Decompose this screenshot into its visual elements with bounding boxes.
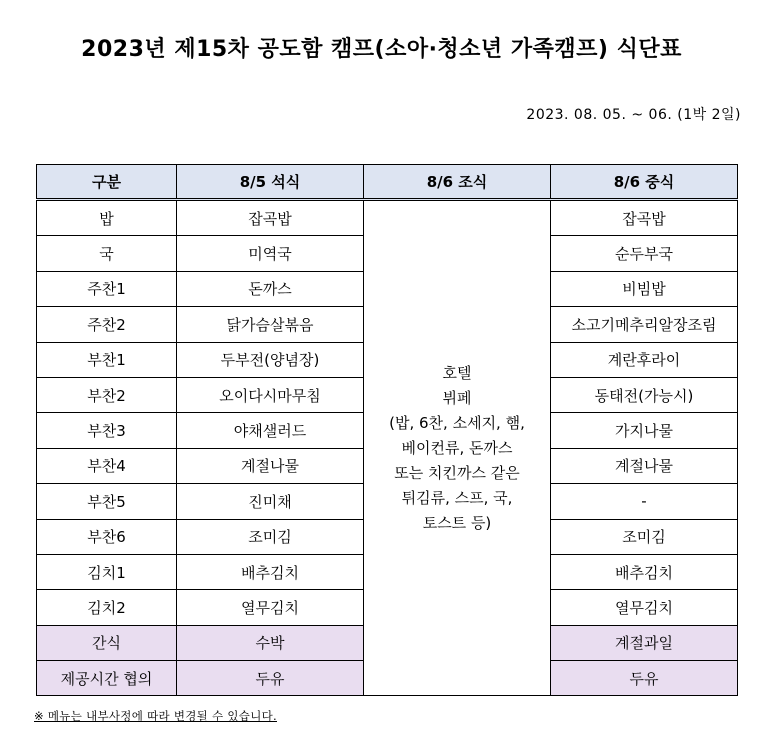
dinner-cell: 배추김치 <box>177 554 364 589</box>
dinner-cell: 닭가슴살볶음 <box>177 307 364 342</box>
dinner-cell: 야채샐러드 <box>177 413 364 448</box>
category-cell: 국 <box>37 236 177 271</box>
header-category: 구분 <box>37 165 177 200</box>
category-cell: 부찬2 <box>37 377 177 412</box>
breakfast-buffet-cell <box>364 200 551 696</box>
category-cell: 부찬1 <box>37 342 177 377</box>
lunch-cell: 조미김 <box>551 519 738 554</box>
breakfast-line: 베이컨류, 돈까스 <box>401 438 513 457</box>
category-cell: 부찬4 <box>37 448 177 483</box>
lunch-cell: 비빔밥 <box>551 271 738 306</box>
category-cell: 부찬5 <box>37 484 177 519</box>
breakfast-line: 뷔페 <box>442 388 472 407</box>
lunch-cell: - <box>551 484 738 519</box>
lunch-cell: 계절과일 <box>551 625 738 660</box>
header-row <box>37 165 738 200</box>
header-lunch-0806: 8/6 중식 <box>551 165 738 200</box>
dinner-cell: 열무김치 <box>177 590 364 625</box>
breakfast-line: 호텔 <box>442 363 472 382</box>
breakfast-line: 토스트 등) <box>422 513 492 532</box>
table-row <box>37 200 738 236</box>
dinner-cell: 오이다시마무침 <box>177 377 364 412</box>
lunch-cell: 가지나물 <box>551 413 738 448</box>
lunch-cell: 계란후라이 <box>551 342 738 377</box>
dinner-cell: 미역국 <box>177 236 364 271</box>
dinner-cell: 두유 <box>177 661 364 696</box>
category-cell: 제공시간 협의 <box>37 661 177 696</box>
lunch-cell: 두유 <box>551 661 738 696</box>
lunch-cell: 계절나물 <box>551 448 738 483</box>
page-title: 2023년 제15차 공도함 캠프(소아·청소년 가족캠프) 식단표 <box>81 37 682 62</box>
category-cell: 밥 <box>37 200 177 236</box>
header-breakfast-0806: 8/6 조식 <box>364 165 551 200</box>
breakfast-line: 또는 치킨까스 같은 <box>394 463 520 482</box>
menu-change-note: ※ 메뉴는 내부사정에 따라 변경될 수 있습니다. <box>34 709 277 723</box>
dinner-cell: 돈까스 <box>177 271 364 306</box>
category-cell: 부찬6 <box>37 519 177 554</box>
dinner-cell: 조미김 <box>177 519 364 554</box>
dinner-cell: 진미채 <box>177 484 364 519</box>
category-cell: 주찬2 <box>37 307 177 342</box>
dinner-cell: 두부전(양념장) <box>177 342 364 377</box>
dinner-cell: 수박 <box>177 625 364 660</box>
dinner-cell: 계절나물 <box>177 448 364 483</box>
lunch-cell: 열무김치 <box>551 590 738 625</box>
dinner-cell: 잡곡밥 <box>177 200 364 236</box>
category-cell: 김치2 <box>37 590 177 625</box>
category-cell: 김치1 <box>37 554 177 589</box>
camp-date: 2023. 08. 05. ~ 06. (1박 2일) <box>526 107 741 123</box>
header-dinner-0805: 8/5 석식 <box>177 165 364 200</box>
category-cell: 간식 <box>37 625 177 660</box>
lunch-cell: 잡곡밥 <box>551 200 738 236</box>
lunch-cell: 순두부국 <box>551 236 738 271</box>
menu-table <box>36 164 738 696</box>
lunch-cell: 배추김치 <box>551 554 738 589</box>
category-cell: 부찬3 <box>37 413 177 448</box>
breakfast-line: 튀김류, 스프, 국, <box>401 488 513 507</box>
lunch-cell: 소고기메추리알장조림 <box>551 307 738 342</box>
breakfast-line: (밥, 6찬, 소세지, 햄, <box>389 413 525 432</box>
lunch-cell: 동태전(가능시) <box>551 377 738 412</box>
category-cell: 주찬1 <box>37 271 177 306</box>
